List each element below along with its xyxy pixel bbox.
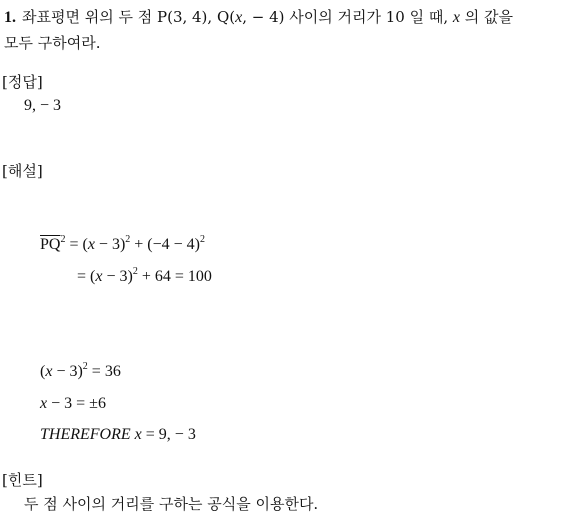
hint-heading: [힌트] <box>2 471 43 489</box>
eq3-var-x: x <box>45 363 53 380</box>
eq2-part-b: − 3) <box>102 268 133 285</box>
question-var-x: x <box>235 9 243 26</box>
eq5-var-x: x <box>134 426 142 443</box>
question-var-x-2: x <box>452 9 460 26</box>
question-text-mid: , − 4) 사이의 거리가 10 일 때, <box>242 8 453 26</box>
eq2-exponent: 2 <box>132 266 138 277</box>
eq1-exponent-b: 2 <box>200 234 206 245</box>
answer-heading: [정답] <box>2 73 43 91</box>
eq2-part-a: = ( <box>77 268 96 285</box>
eq5-rest: = 9, − 3 <box>141 426 196 443</box>
eq4-var-x: x <box>40 395 48 412</box>
eq1-part-b: − 3) <box>94 236 126 253</box>
eq1-part-a: = ( <box>65 236 88 253</box>
eq2-var-x: x <box>95 268 103 285</box>
question-line-2: 모두 구하여라. <box>4 34 101 52</box>
eq1-part-c: + (−4 − 4) <box>130 236 201 253</box>
question-number: 1. <box>4 9 16 26</box>
hint-text: 두 점 사이의 거리를 구하는 공식을 이용한다. <box>24 495 319 513</box>
question-line-1 <box>4 8 513 27</box>
equation-2 <box>77 268 212 286</box>
eq1-var-x: x <box>87 236 95 253</box>
eq3-exponent: 2 <box>82 361 88 372</box>
segment-pq: $\overline{PQ}$ <box>40 236 61 253</box>
question-text-end: 의 값을 <box>459 8 513 26</box>
answer-value: 9, − 3 <box>24 97 62 114</box>
eq4-rest: − 3 = ±6 <box>47 395 106 412</box>
eq3-part-c: = 36 <box>87 363 121 380</box>
equation-1 <box>40 236 205 254</box>
question-text-start: 좌표평면 위의 두 점 P(3, 4), Q( <box>22 8 236 26</box>
eq3-part-b: − 3) <box>52 363 83 380</box>
equation-3 <box>40 363 121 381</box>
explanation-heading: [해설] <box>2 162 43 180</box>
eq2-part-c: + 64 = 100 <box>137 268 212 285</box>
eq3-part-a: ( <box>40 363 46 380</box>
equation-5 <box>40 426 196 444</box>
therefore-word: THEREFORE <box>40 426 131 443</box>
equation-4 <box>40 395 106 413</box>
eq1-left-exponent: 2 <box>60 234 66 245</box>
eq1-exponent-a: 2 <box>125 234 131 245</box>
